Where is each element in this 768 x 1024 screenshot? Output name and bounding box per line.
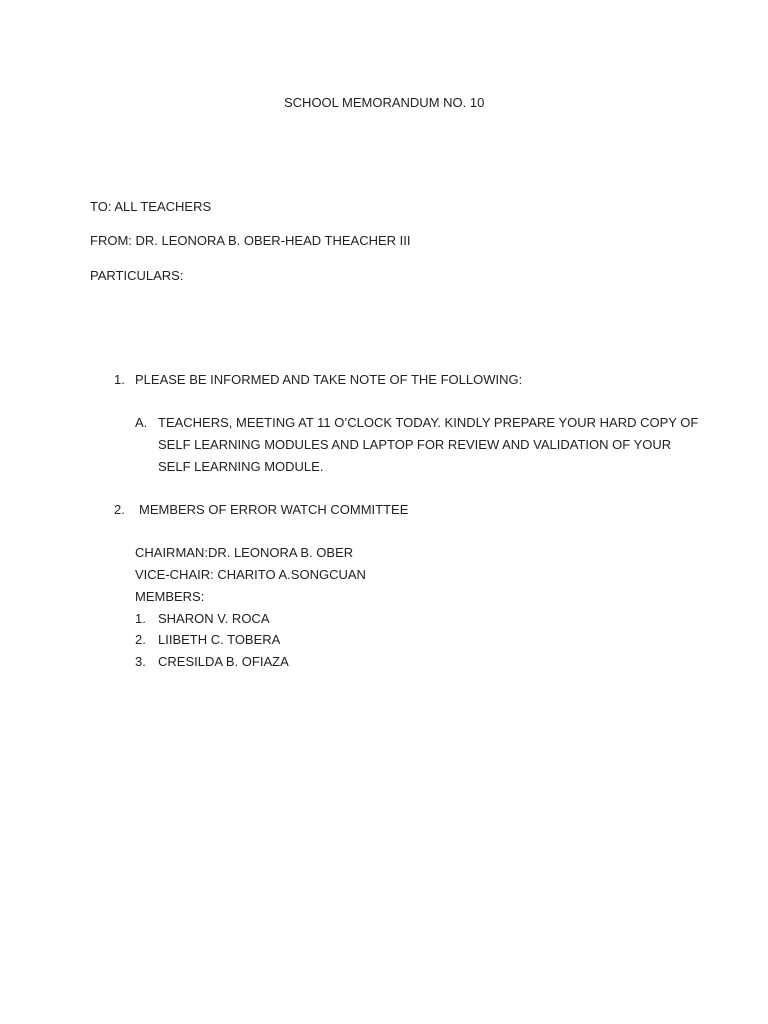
committee-chairman: CHAIRMAN:DR. LEONORA B. OBER: [135, 545, 354, 560]
item-1-sub-line-2: SELF LEARNING MODULES AND LAPTOP FOR REVIEW AND VALIDATION OF YOUR: [158, 437, 672, 452]
memo-from: FROM: DR. LEONORA B. OBER-HEAD THEACHER III: [90, 233, 411, 248]
item-1-sub-letter: A.: [135, 415, 148, 430]
memo-title: SCHOOL MEMORANDUM NO. 10: [284, 95, 485, 110]
item-2-text: MEMBERS OF ERROR WATCH COMMITTEE: [139, 502, 409, 517]
member-3-number: 3.: [135, 654, 146, 669]
member-2-name: LIIBETH C. TOBERA: [158, 632, 281, 647]
member-1-name: SHARON V. ROCA: [158, 611, 270, 626]
member-3-name: CRESILDA B. OFIAZA: [158, 654, 289, 669]
item-1-sub-line-3: SELF LEARNING MODULE.: [158, 459, 324, 474]
committee-vice-chair: VICE-CHAIR: CHARITO A.SONGCUAN: [135, 567, 366, 582]
item-1-number: 1.: [114, 372, 125, 387]
member-1-number: 1.: [135, 611, 146, 626]
committee-members-label: MEMBERS:: [135, 589, 205, 604]
member-2-number: 2.: [135, 632, 146, 647]
memo-to: TO: ALL TEACHERS: [90, 199, 212, 214]
item-1-text: PLEASE BE INFORMED AND TAKE NOTE OF THE FOLLOWING:: [135, 372, 523, 387]
item-2-number: 2.: [114, 502, 125, 517]
item-1-sub-line-1: TEACHERS, MEETING AT 11 O’CLOCK TODAY. KINDLY PREPARE YOUR HARD COPY OF: [158, 415, 699, 430]
memo-particulars: PARTICULARS:: [90, 268, 184, 283]
